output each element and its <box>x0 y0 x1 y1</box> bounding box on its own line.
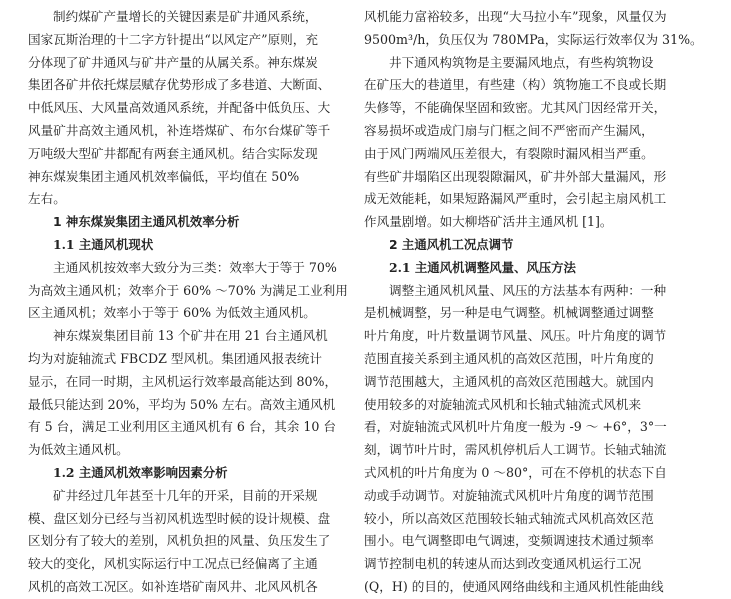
text-line: 较大的变化，风机实际运行中工况点已经偏离了主通 <box>28 556 318 572</box>
text-line: 在矿压大的巷道里，有些建（构）筑物施工不良或长期 <box>364 77 667 93</box>
text-line: 风机的高效工况区。如补连塔矿南风井、北风风机各 <box>28 578 318 594</box>
text-line: 均为对旋轴流式 FBCDZ 型风机。集团通风报表统计 <box>28 350 322 366</box>
text-line: 制约煤矿产量增长的关键因素是矿井通风系统， <box>53 9 318 24</box>
text-line: 为高效主通风机；效率介于 60% ～70% 为满足工业利用 <box>28 282 348 298</box>
text-line: 式风机的叶片角度为 0 ～80°，可在不停机的状态下自 <box>364 464 667 480</box>
efficiency-classes-paragraph <box>28 257 364 325</box>
text-line: 范围直接关系到主通风机的高效区范围，叶片角度的 <box>364 350 654 366</box>
text-line: 区划分有了较大的差别，风机负担的风量、负压发生了 <box>28 533 331 549</box>
text-line: 调节控制电机的转速从而达到改变通风机运行工况 <box>364 556 642 572</box>
subsection-heading-1-1: 1.1 主通风机现状 <box>53 236 154 252</box>
right-column <box>364 6 704 599</box>
text-line: 风量矿井高效主通风机，补连塔煤矿、布尔台煤矿等千 <box>28 122 331 138</box>
text-line: 是机械调整，另一种是电气调整。机械调整通过调整 <box>364 305 654 321</box>
subsection-heading-1-2: 1.2 主通风机效率影响因素分析 <box>53 464 228 480</box>
text-line: 区主通风机；效率小于等于 60% 为低效主通风机。 <box>28 305 316 321</box>
text-line: 围小。电气调整即电气调速，变频调速技术通过频率 <box>364 533 654 549</box>
text-line: 看，对旋轴流式风机叶片角度一般为 -9 ～ +6°，3°一 <box>364 419 667 435</box>
text-line: (Q，H) 的目的，使通风网络曲线和主通风机性能曲线 <box>364 578 664 594</box>
text-line: 作风量剧增。如大柳塔矿活井主通风机 [1]。 <box>364 214 613 230</box>
text-line: 叶片角度，叶片数量调节风量、风压。叶片角度的调节 <box>364 328 667 344</box>
text-line: 集团各矿井依托煤层赋存优势形成了多巷道、大断面、 <box>28 77 331 93</box>
text-line: 成无效能耗，如果短路漏风严重时，会引起主扇风机工 <box>364 191 667 207</box>
text-line: 调节范围越大，主通风机的高效区范围越大。就国内 <box>364 373 654 389</box>
text-line: 有些矿井塌陷区出现裂隙漏风，矿井外部大量漏风，形 <box>364 168 667 184</box>
text-line: 9500m³/h，负压仅为 780MPa，实际运行效率仅为 31%。 <box>364 31 703 47</box>
left-column <box>28 6 364 599</box>
text-line: 神东煤炭集团目前 13 个矿井在用 21 台主通风机 <box>53 328 328 344</box>
text-line: 最低只能达到 20%，平均为 50% 左右。高效主通风机 <box>28 396 336 412</box>
adjustment-methods-paragraph <box>364 280 704 599</box>
text-line: 风机能力富裕较多，出现“大马拉小车”现象，风量仅为 <box>364 9 667 24</box>
text-line: 国家瓦斯治理的十二字方针提出“以风定产”原则，充 <box>28 31 318 47</box>
text-line: 有 5 台，满足工业利用区主通风机有 6 台，其余 10 台 <box>28 419 336 435</box>
text-line: 失修等，不能确保坚固和致密。尤其风门因经常开关， <box>364 100 667 116</box>
text-line: 中低风压、大风量高效通风系统，并配备中低负压、大 <box>28 100 331 116</box>
section-heading-1: 1 神东煤炭集团主通风机效率分析 <box>53 214 240 230</box>
factors-paragraph <box>28 485 364 599</box>
text-line: 为低效主通风机。 <box>28 442 129 458</box>
text-line: 调整主通风机风量、风压的方法基本有两种：一种 <box>389 282 667 298</box>
text-line: 较小，所以高效区范围较长轴式轴流式风机高效区范 <box>364 510 654 526</box>
text-line: 显示，在同一时期，主风机运行效率最高能达到 80%， <box>28 373 338 389</box>
fan-status-paragraph <box>28 325 364 462</box>
text-line: 动或手动调节。对旋轴流式风机叶片角度的调节范围 <box>364 487 654 503</box>
text-line: 使用较多的对旋轴流式风机和长轴式轴流式风机来 <box>364 396 642 412</box>
text-line: 容易损坏或造成门扇与门框之间不严密而产生漏风， <box>364 122 654 138</box>
text-line: 左右。 <box>28 191 66 207</box>
section-heading-2: 2 主通风机工况点调节 <box>389 236 514 252</box>
text-line: 模、盘区划分已经与当初风机选型时候的设计规模、盘 <box>28 510 331 526</box>
text-line: 万吨级大型矿井都配有两套主通风机。结合实际发现 <box>28 145 318 161</box>
text-line: 矿井经过几年甚至十几年的开采，目前的开采规 <box>53 487 318 503</box>
text-line: 井下通风构筑物是主要漏风地点，有些构筑物设 <box>389 54 654 70</box>
text-line: 刻，调节叶片时，需风机停机后人工调节。长轴式轴流 <box>364 442 667 458</box>
text-line: 由于风门两端风压差很大，有裂隙时漏风相当严重。 <box>364 145 654 161</box>
text-line: 神东煤炭集团主通风机效率偏低，平均值在 50% <box>28 168 300 184</box>
continued-paragraph <box>364 6 704 52</box>
intro-paragraph <box>28 6 364 211</box>
text-line: 主通风机按效率大致分为三类：效率大于等于 70% <box>53 259 337 275</box>
text-line: 分体现了矿井通风与矿井产量的从属关系。神东煤炭 <box>28 54 318 70</box>
subsection-heading-2-1: 2.1 主通风机调整风量、风压方法 <box>389 259 576 275</box>
air-leakage-paragraph <box>364 52 704 234</box>
